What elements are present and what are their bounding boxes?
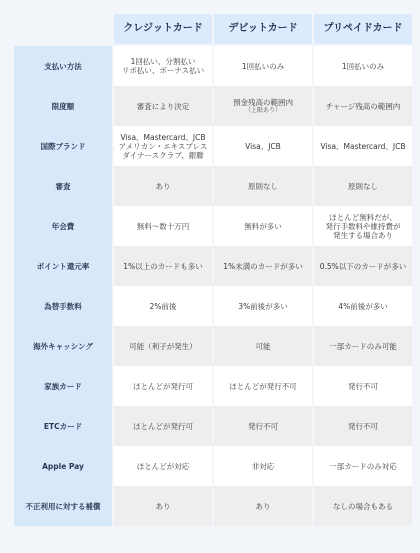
header-prepaid-card: プリペイドカード xyxy=(314,14,412,44)
cell-debit-limit xyxy=(214,86,312,126)
row-label-overseas-cashing: 海外キャッシング xyxy=(14,326,112,366)
cell-debit-limit-text: 預金残高の範囲内 xyxy=(233,97,293,107)
cell-prepaid-screening: 原則なし xyxy=(314,166,412,206)
header-corner xyxy=(14,14,112,44)
cell-credit-point-rate: 1%以上のカードも多い xyxy=(114,246,212,286)
header-credit-card: クレジットカード xyxy=(114,14,212,44)
cell-debit-screening: 原則なし xyxy=(214,166,312,206)
cell-prepaid-family-card: 発行不可 xyxy=(314,366,412,406)
cell-credit-overseas-cashing: 可能（利子が発生） xyxy=(114,326,212,366)
cell-debit-limit-note: （上限あり） xyxy=(244,106,281,114)
row-label-etc-card: ETCカード xyxy=(14,406,112,446)
row-label-fraud-protection: 不正利用に対する補償 xyxy=(14,486,112,526)
cell-prepaid-overseas-cashing: 一部カードのみ可能 xyxy=(314,326,412,366)
cell-credit-family-card: ほとんどが発行可 xyxy=(114,366,212,406)
cell-debit-etc-card: 発行不可 xyxy=(214,406,312,446)
cell-debit-fraud-protection: あり xyxy=(214,486,312,526)
row-label-brand: 国際ブランド xyxy=(14,126,112,166)
cell-credit-fx-fee: 2%前後 xyxy=(114,286,212,326)
cell-debit-annual-fee: 無料が多い xyxy=(214,206,312,246)
cell-credit-annual-fee: 無料～数十万円 xyxy=(114,206,212,246)
cell-credit-payment-method: 1回払い、分割払い リボ払い、ボーナス払い xyxy=(114,46,212,86)
cell-prepaid-annual-fee: ほとんど無料だが、 発行手数料や維持費が 発生する場合あり xyxy=(314,206,412,246)
cell-credit-fraud-protection: あり xyxy=(114,486,212,526)
header-debit-card: デビットカード xyxy=(214,14,312,44)
row-label-screening: 審査 xyxy=(14,166,112,206)
cell-prepaid-limit: チャージ残高の範囲内 xyxy=(314,86,412,126)
cell-debit-family-card: ほとんどが発行不可 xyxy=(214,366,312,406)
row-label-apple-pay: Apple Pay xyxy=(14,446,112,486)
cell-credit-etc-card: ほとんどが発行可 xyxy=(114,406,212,446)
row-label-payment-method: 支払い方法 xyxy=(14,46,112,86)
cell-prepaid-payment-method: 1回払いのみ xyxy=(314,46,412,86)
cell-credit-screening: あり xyxy=(114,166,212,206)
cell-debit-fx-fee: 3%前後が多い xyxy=(214,286,312,326)
cell-prepaid-brand: Visa、Mastercard、JCB xyxy=(314,126,412,166)
cell-debit-payment-method: 1回払いのみ xyxy=(214,46,312,86)
row-label-point-rate: ポイント還元率 xyxy=(14,246,112,286)
cell-credit-limit: 審査により決定 xyxy=(114,86,212,126)
cell-credit-brand: Visa、Mastercard、JCB アメリカン・エキスプレス ダイナースクラブ、銀聯 xyxy=(114,126,212,166)
row-label-limit: 限度額 xyxy=(14,86,112,126)
cell-debit-overseas-cashing: 可能 xyxy=(214,326,312,366)
cell-prepaid-fx-fee: 4%前後が多い xyxy=(314,286,412,326)
cell-prepaid-fraud-protection: なしの場合もある xyxy=(314,486,412,526)
comparison-table xyxy=(14,14,408,526)
row-label-family-card: 家族カード xyxy=(14,366,112,406)
cell-credit-apple-pay: ほとんどが対応 xyxy=(114,446,212,486)
cell-debit-brand: Visa、JCB xyxy=(214,126,312,166)
row-label-fx-fee: 為替手数料 xyxy=(14,286,112,326)
cell-debit-apple-pay: 非対応 xyxy=(214,446,312,486)
cell-debit-point-rate: 1%未満のカードが多い xyxy=(214,246,312,286)
cell-prepaid-point-rate: 0.5%以下のカードが多い xyxy=(314,246,412,286)
cell-prepaid-etc-card: 発行不可 xyxy=(314,406,412,446)
cell-prepaid-apple-pay: 一部カードのみ対応 xyxy=(314,446,412,486)
row-label-annual-fee: 年会費 xyxy=(14,206,112,246)
